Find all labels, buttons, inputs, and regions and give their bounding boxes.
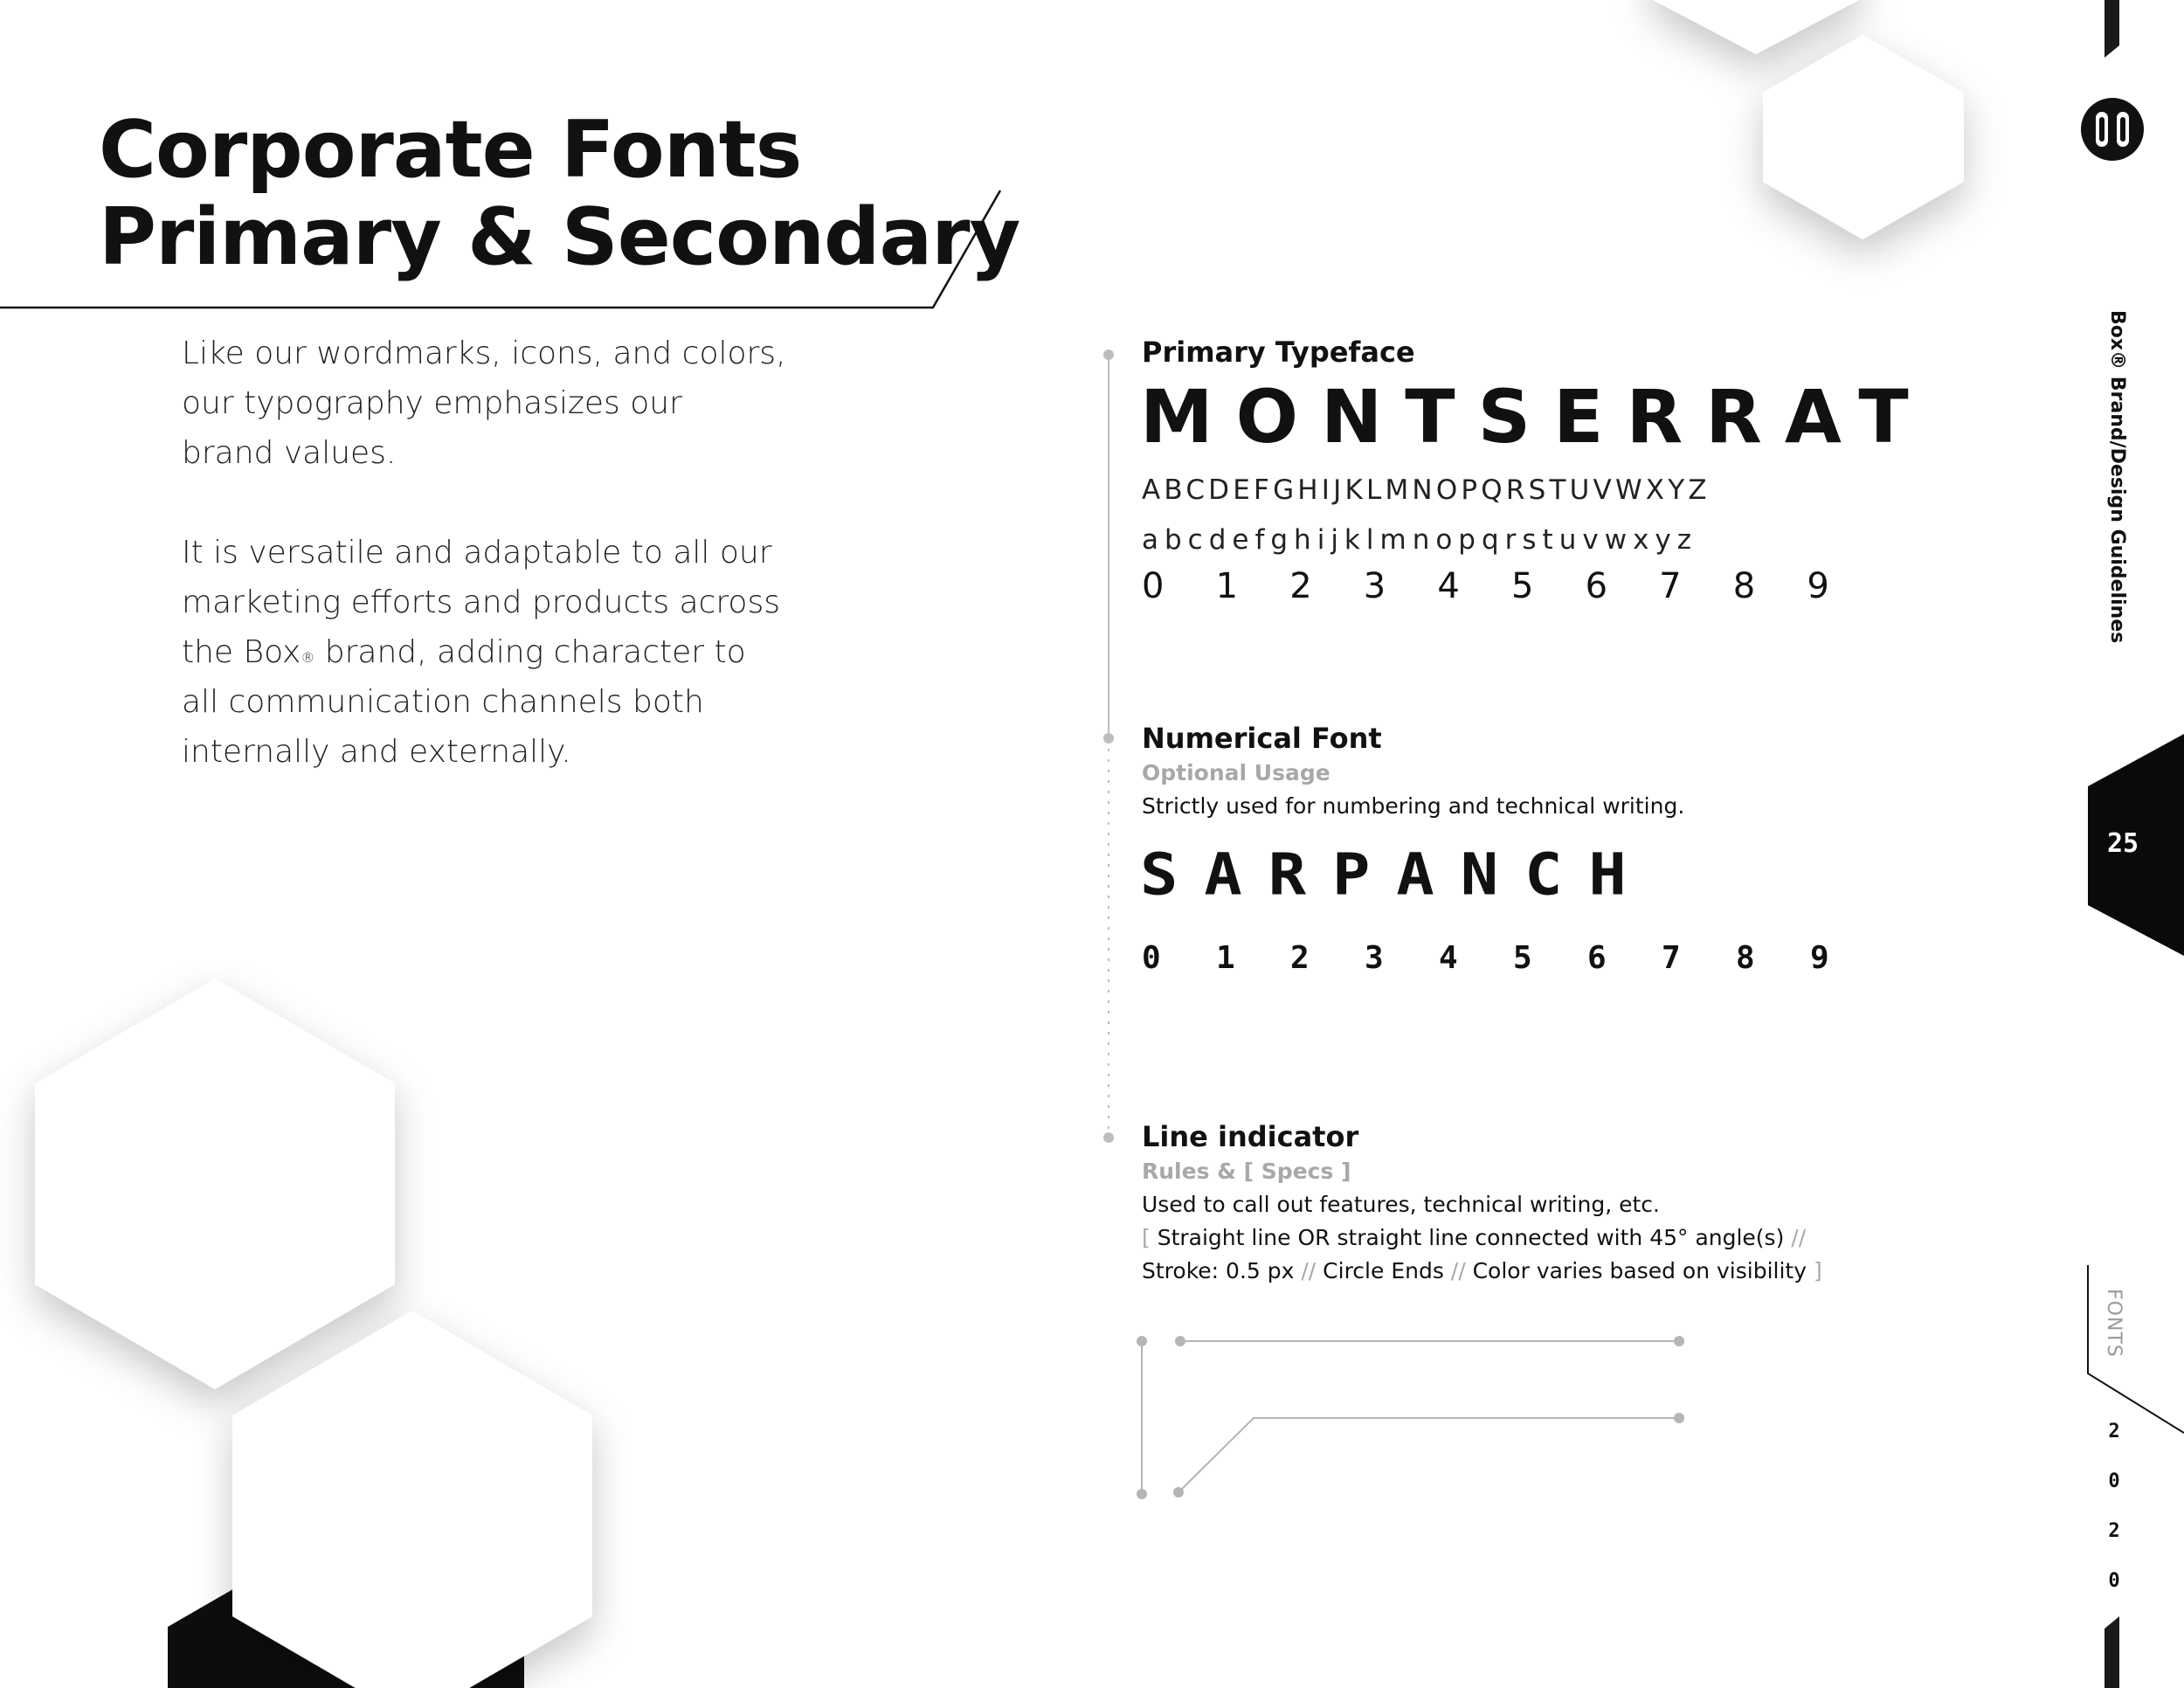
line-indicator-spec-2 <box>1142 1258 1822 1283</box>
digit: 3 <box>1365 940 1384 976</box>
section-label <box>2097 1289 2132 1367</box>
digit: 5 <box>1510 566 1534 606</box>
guidelines-title <box>2097 310 2132 642</box>
digit: 6 <box>1585 566 1608 606</box>
intro-line: Like our wordmarks, icons, and colors, <box>182 336 786 371</box>
spec-text: Straight line OR straight line connected with 45° angle(s) <box>1150 1225 1792 1250</box>
digit: 0 <box>1142 566 1165 606</box>
digit: 1 <box>1216 940 1235 976</box>
timeline-dot-1 <box>1103 349 1114 360</box>
intro-line: the Box <box>182 634 301 670</box>
title-line-1: Corporate Fonts <box>99 104 802 196</box>
digit: 3 <box>1363 566 1386 606</box>
sarpanch-digits <box>1142 940 1884 976</box>
page-number: 25 <box>2106 828 2139 859</box>
primary-typeface-label: Primary Typeface <box>1142 336 1415 369</box>
digit: 0 <box>1142 940 1161 976</box>
digit: 6 <box>1587 940 1607 976</box>
digit: 8 <box>1732 566 1756 606</box>
digit: 9 <box>1807 566 1829 606</box>
montserrat-digits <box>1142 566 1881 606</box>
digit: 7 <box>1662 940 1681 976</box>
intro-line: marketing efforts and products across <box>182 585 780 620</box>
uppercase-alphabet: ABCDEFGHIJKLMNOPQRSTUVWXYZ <box>1142 474 1711 506</box>
sidebar-bottom-tab <box>2105 1616 2119 1688</box>
spec-separator: // <box>1301 1258 1317 1283</box>
white-hexagon-top <box>1653 0 1859 54</box>
white-hexagon-lower <box>232 1311 592 1688</box>
intro-line: all communication channels both <box>182 684 704 720</box>
line-indicator-description: Used to call out features, technical writing, etc. <box>1142 1192 1660 1217</box>
spec-open-bracket: [ <box>1142 1225 1151 1250</box>
numerical-description: Strictly used for numbering and technical writing. <box>1142 793 1685 819</box>
white-hexagon-right <box>1763 35 1964 239</box>
digit: 1 <box>1215 566 1239 606</box>
spec-text: Circle Ends <box>1316 1258 1451 1283</box>
numerical-font-label: Numerical Font <box>1142 722 1382 755</box>
year-digit: 0 <box>2108 1570 2120 1592</box>
numerical-subtitle: Optional Usage <box>1142 760 1330 785</box>
spec-close-bracket: ] <box>1813 1258 1822 1283</box>
intro-copy <box>182 329 811 827</box>
section-label-text: FONTS <box>2103 1289 2125 1358</box>
year-digit: 2 <box>2108 1421 2120 1442</box>
digit: 5 <box>1513 940 1532 976</box>
registered-mark: ® <box>301 649 315 666</box>
intro-line: brand, adding character to <box>314 634 746 670</box>
guidelines-title-text: Box® Brand/Design Guidelines <box>2106 310 2128 644</box>
page-title <box>99 104 1020 283</box>
spec-text: Color varies based on visibility <box>1465 1258 1814 1283</box>
sarpanch-specimen: SARPANCH <box>1140 841 1653 909</box>
title-line-2: Primary & Secondary <box>99 191 1020 283</box>
intro-line: It is versatile and adaptable to all our <box>182 535 772 571</box>
timeline-dot-2 <box>1103 733 1114 744</box>
timeline-dot-3 <box>1103 1132 1114 1143</box>
digit: 8 <box>1736 940 1755 976</box>
line-indicator-label: Line indicator <box>1142 1120 1359 1153</box>
digit: 4 <box>1437 566 1460 606</box>
intro-line: our typography emphasizes our <box>182 385 682 421</box>
montserrat-specimen: MONTSERRAT <box>1140 374 1932 460</box>
spec-text: Stroke: 0.5 px <box>1142 1258 1302 1283</box>
spec-separator: // <box>1791 1225 1807 1250</box>
digit: 7 <box>1659 566 1682 606</box>
digit: 2 <box>1290 940 1310 976</box>
line-indicator-subtitle: Rules & [ Specs ] <box>1142 1159 1351 1184</box>
sidebar-top-tab <box>2105 0 2119 58</box>
white-hexagon-large <box>35 979 395 1389</box>
spec-separator: // <box>1450 1258 1466 1283</box>
digit: 4 <box>1439 940 1458 976</box>
intro-line: brand values. <box>182 435 397 471</box>
digit: 9 <box>1810 940 1829 976</box>
intro-line: internally and externally. <box>182 734 571 770</box>
brand-logo-circle <box>2081 98 2144 161</box>
line-indicator-spec-1 <box>1142 1225 1806 1250</box>
digit: 2 <box>1289 566 1312 606</box>
lowercase-alphabet: abcdefghijklmnopqrstuvwxyz <box>1142 524 1698 556</box>
line-indicator-example <box>1142 1341 1679 1494</box>
year-digit: 0 <box>2108 1470 2120 1492</box>
year-digit: 2 <box>2108 1520 2120 1542</box>
